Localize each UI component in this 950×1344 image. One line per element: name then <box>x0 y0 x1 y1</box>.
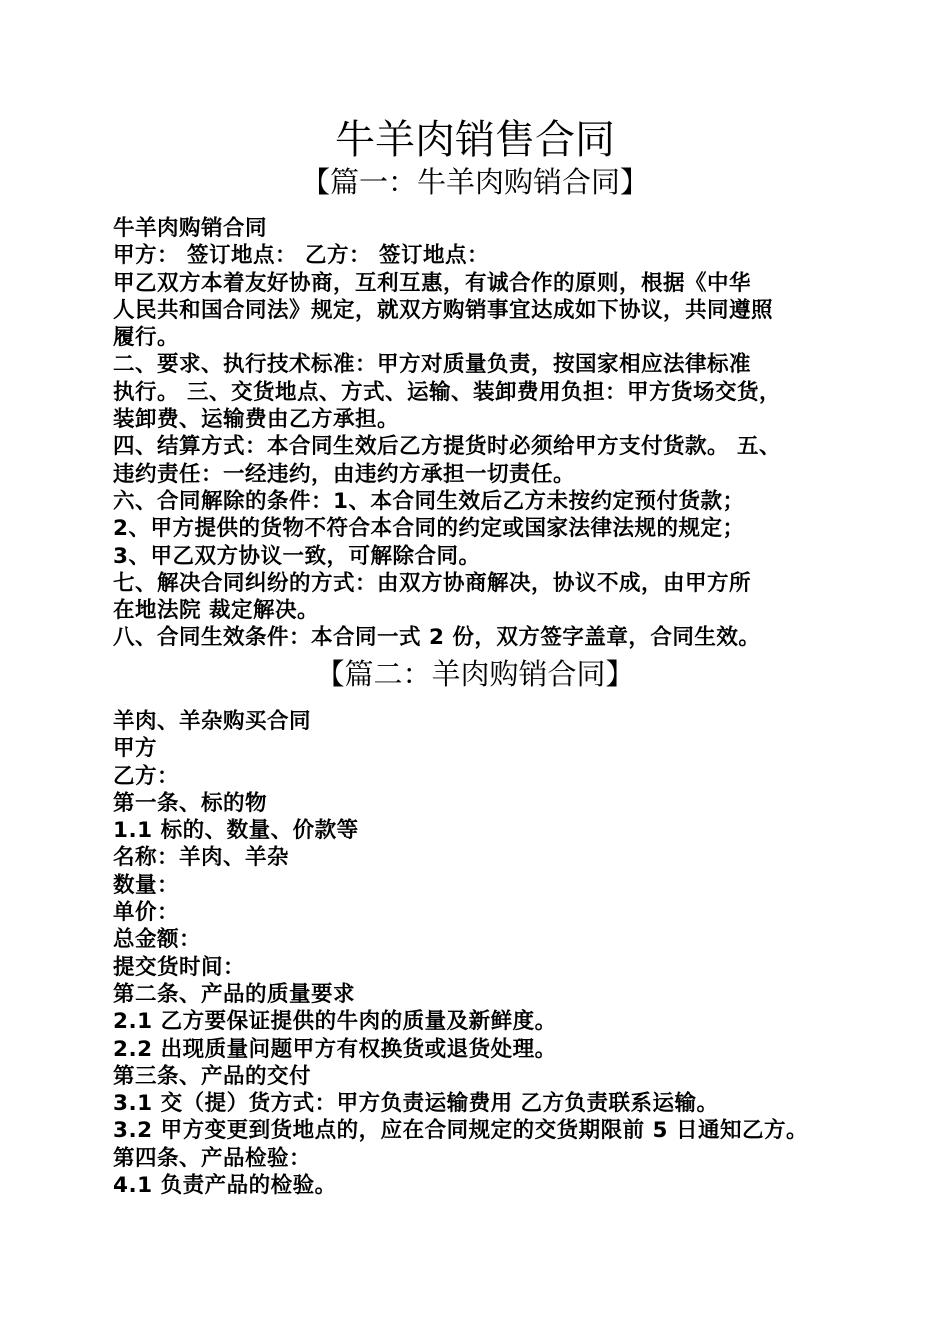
part2-body <box>113 708 843 1199</box>
paragraph-line: 甲方： 签订地点： 乙方： 签订地点： <box>113 243 489 269</box>
paragraph-line: 乙方： <box>113 763 180 789</box>
part1-body <box>113 215 843 652</box>
paragraph-line: 在地法院 裁定解决。 <box>113 598 319 624</box>
paragraph-line: 3.2 甲方变更到货地点的，应在合同规定的交货期限前 5 日通知乙方。 <box>113 1118 809 1144</box>
paragraph-line: 甲方 <box>113 736 158 762</box>
paragraph-line: 2、甲方提供的货物不符合本合同的约定或国家法律法规的规定； <box>113 516 745 542</box>
paragraph-line: 执行。 三、交货地点、方式、运输、装卸费用负担：甲方货场交货， <box>113 379 781 405</box>
part2-heading: 【篇二：羊肉购销合同】 <box>315 657 635 691</box>
paragraph-line: 2.1 乙方要保证提供的牛肉的质量及新鲜度。 <box>113 1009 557 1035</box>
paragraph-line: 牛羊肉购销合同 <box>113 216 268 241</box>
paragraph-line: 二、要求、执行技术标准：甲方对质量负责，按国家相应法律标准 <box>113 352 752 378</box>
paragraph-line: 4.1 负责产品的检验。 <box>113 1173 337 1199</box>
paragraph-line: 装卸费、运输费由乙方承担。 <box>113 407 400 433</box>
paragraph-line: 违约责任：一经违约，由违约方承担一切责任。 <box>113 461 576 487</box>
paragraph-line: 1.1 标的、数量、价款等 <box>113 818 359 844</box>
paragraph-line: 提交货时间： <box>113 954 246 980</box>
paragraph-line: 3、甲乙双方协议一致，可解除合同。 <box>113 543 481 569</box>
paragraph-line: 第二条、产品的质量要求 <box>113 981 356 1007</box>
paragraph-line: 2.2 出现质量问题甲方有权换货或退货处理。 <box>113 1036 557 1062</box>
paragraph-line: 3.1 交（提）货方式：甲方负责运输费用 乙方负责联系运输。 <box>113 1091 719 1117</box>
paragraph-line: 八、合同生效条件：本合同一式 2 份，双方签字盖章，合同生效。 <box>113 625 761 651</box>
paragraph-line: 第三条、产品的交付 <box>113 1063 312 1089</box>
paragraph-line: 七、解决合同纠纷的方式：由双方协商解决，协议不成，由甲方所 <box>113 570 752 596</box>
paragraph-line: 履行。 <box>113 325 180 351</box>
paragraph-line: 数量： <box>113 872 180 898</box>
paragraph-line: 第四条、产品检验： <box>113 1145 312 1171</box>
paragraph-line: 单价： <box>113 900 180 926</box>
paragraph-line: 甲乙双方本着友好协商，互利互惠，有诚合作的原则，根据《中华 <box>113 270 752 296</box>
document-title: 牛羊肉销售合同 <box>335 117 615 163</box>
part1-heading: 【篇一：牛羊肉购销合同】 <box>300 165 649 199</box>
paragraph-line: 四、结算方式：本合同生效后乙方提货时必须给甲方支付货款。 五、 <box>113 434 781 460</box>
paragraph-line: 人民共和国合同法》规定，就双方购销事宜达成如下协议，共同遵照 <box>113 297 774 323</box>
paragraph-line: 总金额： <box>113 927 202 953</box>
paragraph-line: 第一条、标的物 <box>113 790 268 816</box>
paragraph-line: 名称：羊肉、羊杂 <box>113 845 290 871</box>
paragraph-line: 六、合同解除的条件：1、本合同生效后乙方未按约定预付货款； <box>113 488 745 514</box>
paragraph-line: 羊肉、羊杂购买合同 <box>113 709 312 734</box>
